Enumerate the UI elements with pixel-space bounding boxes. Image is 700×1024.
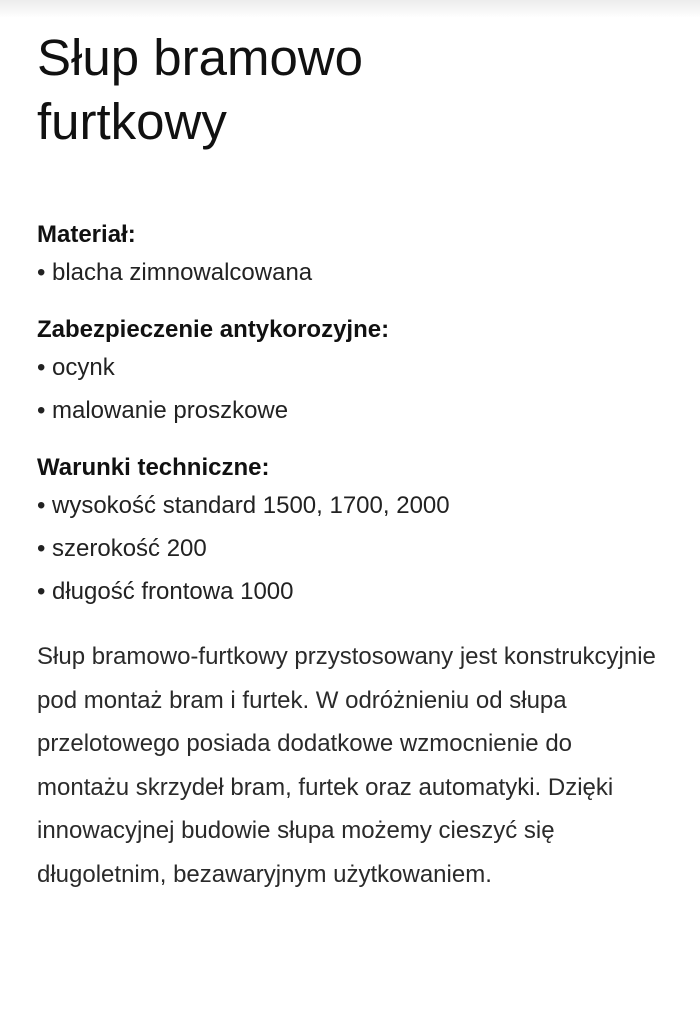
bullet: •	[37, 397, 46, 424]
bullet: •	[37, 492, 46, 519]
list-item-text: blacha zimnowalcowana	[52, 259, 313, 286]
top-edge-shadow	[0, 0, 700, 18]
spec-list-corrosion-protection	[37, 353, 677, 426]
page-title-line-2: furtkowy	[37, 93, 227, 150]
bullet: •	[37, 578, 46, 605]
spec-heading-material: Materiał:	[37, 221, 136, 248]
spec-heading-technical-conditions: Warunki techniczne:	[37, 454, 270, 481]
spec-section-corrosion-protection	[37, 315, 677, 426]
spec-section-technical-conditions	[37, 453, 677, 607]
spec-heading-corrosion-protection: Zabezpieczenie antykorozyjne:	[37, 316, 390, 343]
spec-list-technical-conditions	[37, 491, 677, 607]
bullet: •	[37, 259, 46, 286]
page-title	[37, 26, 677, 154]
bullet: •	[37, 354, 46, 381]
list-item-text: ocynk	[52, 354, 115, 381]
list-item	[37, 353, 677, 383]
page-title-line-1: Słup bramowo	[37, 29, 363, 86]
list-item-text: długość frontowa 1000	[52, 578, 294, 605]
list-item-text: malowanie proszkowe	[52, 397, 289, 424]
spec-list-material	[37, 258, 677, 288]
bullet: •	[37, 535, 46, 562]
list-item	[37, 534, 677, 564]
list-item-text: szerokość 200	[52, 535, 207, 562]
list-item	[37, 577, 677, 607]
product-content	[37, 26, 677, 896]
list-item	[37, 396, 677, 426]
list-item-text: wysokość standard 1500, 1700, 2000	[52, 492, 450, 519]
spec-section-material	[37, 220, 677, 288]
list-item	[37, 258, 677, 288]
product-description: Słup bramowo-furtkowy przystosowany jest konstrukcyjnie pod montaż bram i furtek. W odróżnieniu od słupa przelotowego posiada dodatkowe wzmocnienie do montażu skrzydeł bram, furtek oraz automatyki. Dzięki innowacyjnej budowie słupa możemy cieszyć się długoletnim, bezawaryjnym użytkowaniem.	[37, 643, 656, 888]
list-item	[37, 491, 677, 521]
